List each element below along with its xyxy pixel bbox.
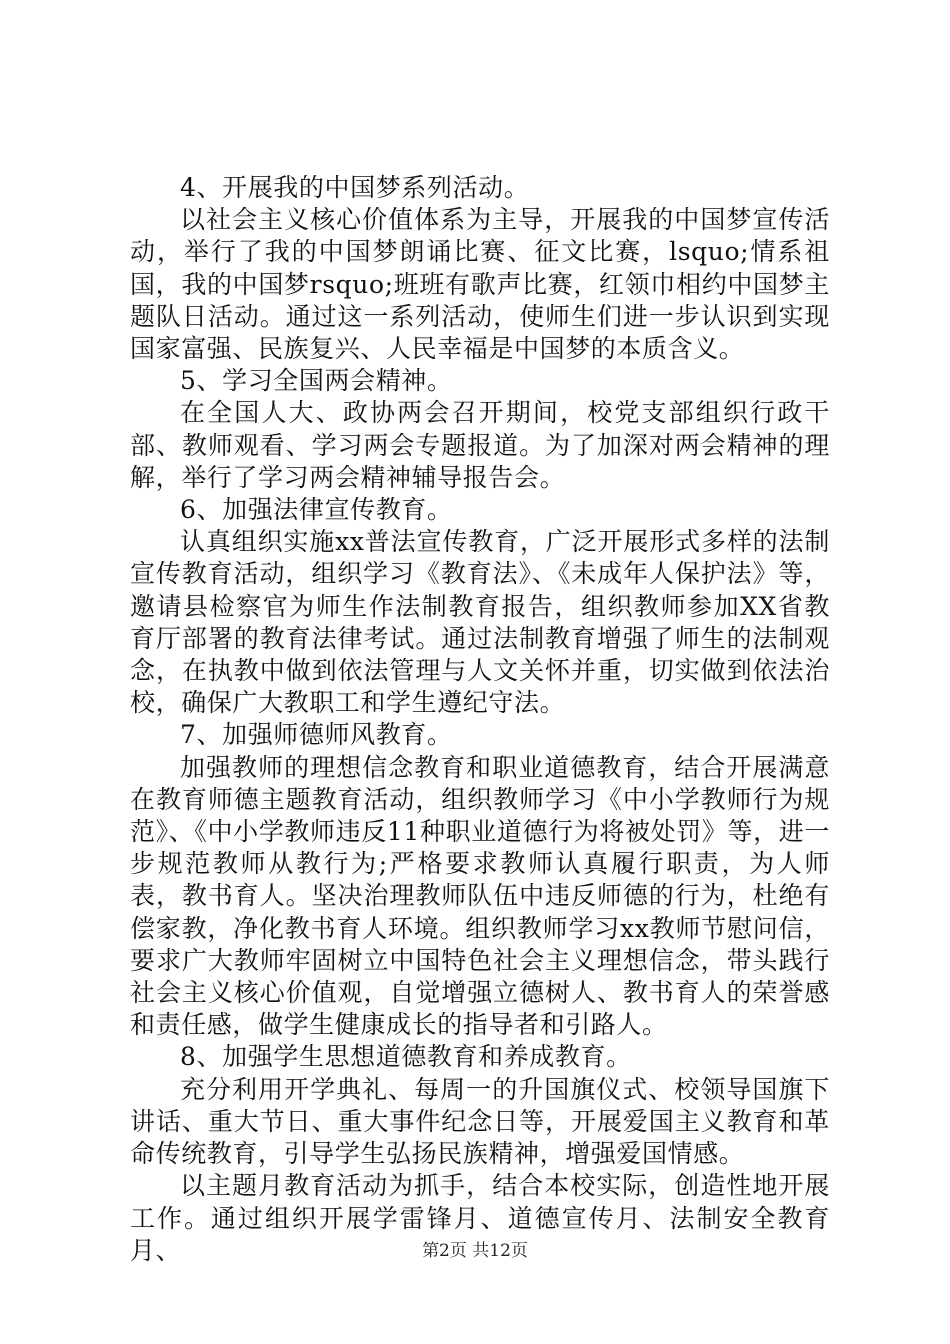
paragraph-section-5-heading: 5、学习全国两会精神。 <box>180 366 453 396</box>
paragraph-section-7-heading: 7、加强师德师风教育。 <box>180 720 453 750</box>
paragraph-section-7-body: 加强教师的理想信念教育和职业道德教育，结合开展满意在教育师德主题教育活动，组织教师学习《中小学教师行为规范》、《中小学教师违反11种职业道德行为将被处罚》等，进一步规范教师从教行为;严格要求教师认真履行职责，为人师表，教书育人。坚决治理教师队伍中违反师德的行为，杜绝有偿家教，净化教书育人环境。组织教师学习xx教师节慰问信，要求广大教师牢固树立中国特色社会主义理想信念，带头践行社会主义核心价值观，自觉增强立德树人、教书育人的荣誉感和责任感，做学生健康成长的指导者和引路人。 <box>130 752 830 1040</box>
page-number-footer: 第2页 共12页 <box>422 1241 528 1261</box>
paragraph-section-8-heading: 8、加强学生思想道德教育和养成教育。 <box>180 1042 632 1072</box>
document-body <box>130 172 830 1267</box>
paragraph-section-6-heading: 6、加强法律宣传教育。 <box>180 495 453 525</box>
paragraph-section-5-body: 在全国人大、政协两会召开期间，校党支部组织行政干部、教师观看、学习两会专题报道。为了加深对两会精神的理解，举行了学习两会精神辅导报告会。 <box>130 398 830 492</box>
paragraph-section-4-heading: 4、开展我的中国梦系列活动。 <box>180 173 530 202</box>
paragraph-section-4-body: 以社会主义核心价值体系为主导，开展我的中国梦宣传活动，举行了我的中国梦朗诵比赛、征文比赛，lsquo;情系祖国，我的中国梦rsquo;班班有歌声比赛，红领巾相约中国梦主题队日活动。通过这一系列活动，使师生们进一步认识到实现国家富强、民族复兴、人民幸福是中国梦的本质含义。 <box>130 205 830 364</box>
paragraph-section-8-body-continued: 以主题月教育活动为抓手，结合本校实际，创造性地开展工作。通过组织开展学雷锋月、道德宣传月、法制安全教育月、 <box>130 1171 830 1265</box>
paragraph-section-6-body: 认真组织实施xx普法宣传教育，广泛开展形式多样的法制宣传教育活动，组织学习《教育法》、《未成年人保护法》等，邀请县检察官为师生作法制教育报告，组织教师参加XX省教育厅部署的教育法律考试。通过法制教育增强了师生的法制观念，在执教中做到依法管理与人文关怀并重，切实做到依法治校，确保广大教职工和学生遵纪守法。 <box>130 527 830 718</box>
paragraph-section-8-body: 充分利用开学典礼、每周一的升国旗仪式、校领导国旗下讲话、重大节日、重大事件纪念日等，开展爱国主义教育和革命传统教育，引导学生弘扬民族精神，增强爱国情感。 <box>130 1074 830 1169</box>
